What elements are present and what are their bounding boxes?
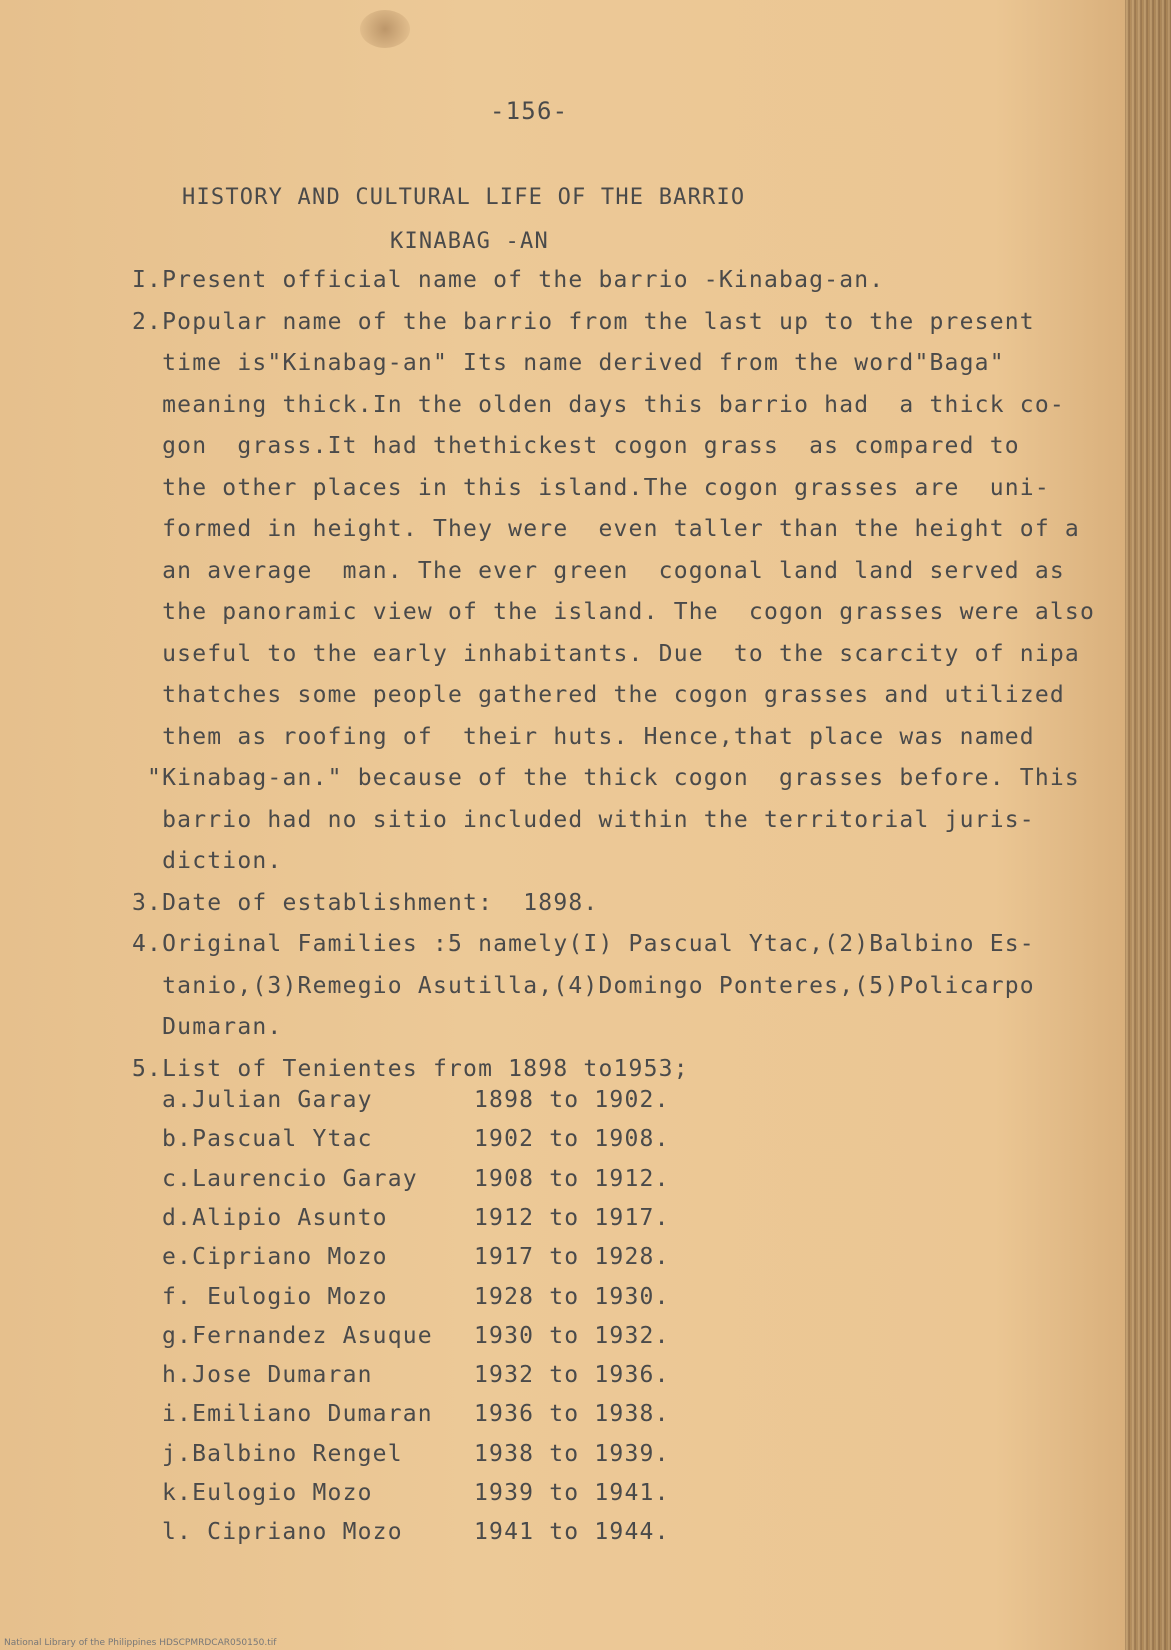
- teniente-years: 1930 to 1932.: [474, 1322, 670, 1349]
- document-subtitle: KINABAG -AN: [390, 229, 549, 254]
- teniente-name: i.Emiliano Dumaran: [162, 1401, 433, 1428]
- teniente-years: 1908 to 1912.: [474, 1165, 670, 1192]
- teniente-name: e.Cipriano Mozo: [162, 1244, 388, 1271]
- book-edge: [1125, 0, 1171, 1650]
- body-line: diction.: [132, 848, 283, 874]
- body-line: 3.Date of establishment: 1898.: [132, 889, 599, 916]
- body-line: the other places in this island.The cogon grasses are uni-: [132, 474, 1050, 501]
- teniente-years: 1917 to 1928.: [474, 1244, 670, 1271]
- teniente-name: c.Laurencio Garay: [162, 1165, 418, 1192]
- teniente-name: l. Cipriano Mozo: [162, 1519, 403, 1546]
- teniente-years: 1932 to 1936.: [474, 1362, 670, 1389]
- body-line: I.Present official name of the barrio -Kinabag-an.: [132, 267, 885, 293]
- body-line: tanio,(3)Remegio Asutilla,(4)Domingo Ponteres,(5)Policarpo: [132, 972, 1035, 999]
- body-line: 5.List of Tenientes from 1898 to1953;: [132, 1055, 689, 1082]
- teniente-years: 1939 to 1941.: [474, 1480, 670, 1506]
- body-line: 4.Original Families :5 namely(I) Pascual Ytac,(2)Balbino Es-: [132, 931, 1035, 957]
- teniente-years: 1898 to 1902.: [474, 1087, 670, 1113]
- ink-stain: [360, 10, 410, 48]
- teniente-name: g.Fernandez Asuque: [162, 1322, 433, 1349]
- teniente-name: b.Pascual Ytac: [162, 1126, 373, 1153]
- teniente-years: 1936 to 1938.: [474, 1401, 670, 1428]
- teniente-name: j.Balbino Rengel: [162, 1440, 403, 1467]
- document-title: HISTORY AND CULTURAL LIFE OF THE BARRIO: [182, 185, 746, 210]
- page-number: -156-: [490, 97, 569, 125]
- teniente-name: k.Eulogio Mozo: [162, 1480, 373, 1506]
- body-line: gon grass.It had thethickest cogon grass as compared to: [132, 433, 1020, 459]
- body-line: time is"Kinabag-an" Its name derived from the word"Baga": [132, 350, 1005, 376]
- body-line: formed in height. They were even taller than the height of a: [132, 516, 1080, 542]
- teniente-name: d.Alipio Asunto: [162, 1204, 388, 1231]
- teniente-years: 1928 to 1930.: [474, 1283, 670, 1310]
- body-line: meaning thick.In the olden days this barrio had a thick co-: [132, 391, 1065, 418]
- body-line: barrio had no sitio included within the territorial juris-: [132, 806, 1035, 833]
- teniente-name: h.Jose Dumaran: [162, 1362, 373, 1389]
- body-line: an average man. The ever green cogonal land land served as: [132, 557, 1065, 584]
- body-line: the panoramic view of the island. The cogon grasses were also: [132, 599, 1096, 625]
- body-line: "Kinabag-an." because of the thick cogon grasses before. This: [132, 765, 1080, 791]
- teniente-years: 1902 to 1908.: [474, 1126, 670, 1153]
- teniente-name: a.Julian Garay: [162, 1087, 373, 1113]
- body-line: useful to the early inhabitants. Due to the scarcity of nipa: [132, 640, 1080, 667]
- teniente-years: 1941 to 1944.: [474, 1519, 670, 1546]
- footer-caption: National Library of the Philippines HDSCPMRDCAR050150.tif: [4, 1638, 277, 1648]
- teniente-years: 1938 to 1939.: [474, 1440, 670, 1467]
- body-line: them as roofing of their huts. Hence,that place was named: [132, 723, 1035, 750]
- body-line: thatches some people gathered the cogon grasses and utilized: [132, 682, 1065, 708]
- body-line: 2.Popular name of the barrio from the last up to the present: [132, 308, 1035, 335]
- body-line: Dumaran.: [132, 1014, 283, 1040]
- teniente-name: f. Eulogio Mozo: [162, 1283, 388, 1310]
- teniente-years: 1912 to 1917.: [474, 1204, 670, 1231]
